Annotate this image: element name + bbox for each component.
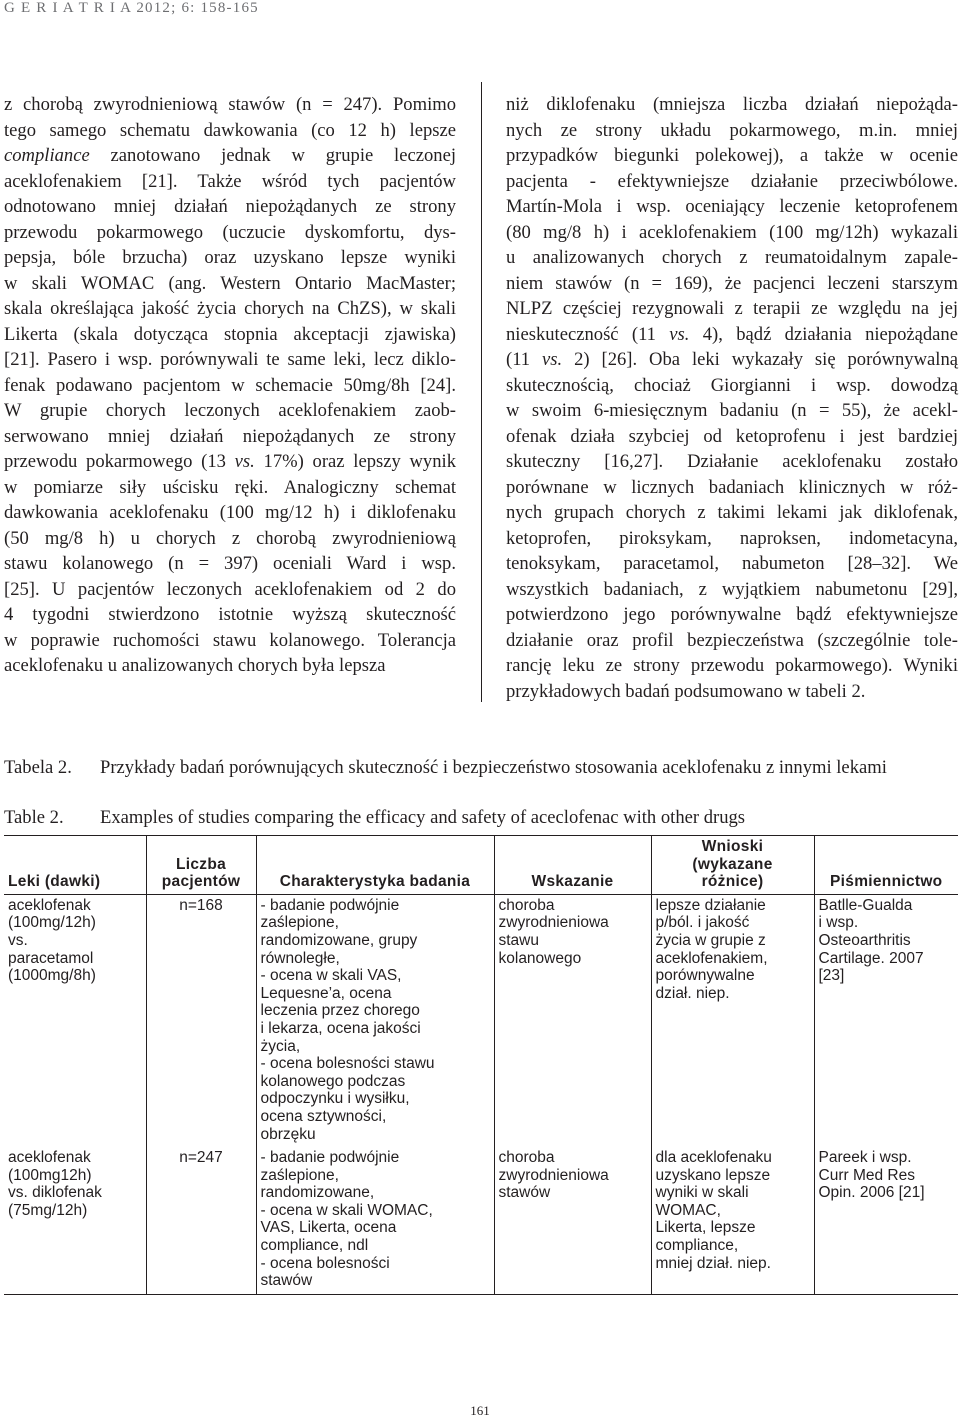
- cell-line: kolanowego podczas: [260, 1072, 406, 1090]
- text-line: skuteczny [16,27]. Działanie aceklofenaku zostało: [506, 451, 958, 472]
- cell-line: zwyrodnieniowa: [498, 914, 609, 932]
- cell-line: Lequesne’a, ocena: [260, 984, 392, 1002]
- text-line: porównane w licznych badaniach klinicznych w róż-: [506, 476, 958, 498]
- cell-line: kolanowego: [498, 949, 582, 967]
- cell-characteristics: [256, 894, 494, 1147]
- left-paragraph: [4, 92, 456, 679]
- cell-line: - badanie podwójnie: [260, 1149, 400, 1167]
- text-line: skala określająca jakość życia chorych na ChZS), w skali: [4, 298, 456, 319]
- text-line: (11 vs. 2) [26]. Oba leki wykazały się porównywalną: [506, 349, 958, 370]
- cell-line: i wsp.: [818, 914, 859, 932]
- cell-line: paracetamol: [8, 949, 94, 967]
- cell-drugs: [4, 894, 146, 1147]
- cell-line: życia w grupie z: [655, 931, 766, 949]
- cell-line: vs. diklofenak: [8, 1184, 102, 1202]
- text-line: nieskuteczność (11 vs. 4), bądź działania niepożądane: [506, 323, 958, 345]
- cell-line: - ocena w skali VAS,: [260, 967, 402, 985]
- cell-line: - ocena bolesności stawu: [260, 1055, 435, 1073]
- text-line: compliance zanotowano jednak w grupie leczonej: [4, 145, 456, 166]
- text-line: Martín-Mola i wsp. oceniający leczenie ketoprofenem: [506, 196, 958, 217]
- text-line: [25]. U pacjentów leczonych aceklofenakiem od 2 do: [4, 578, 456, 600]
- text-line: pacjenta - efektywniejsze działanie przeciwbólowe.: [506, 170, 958, 192]
- text-line: przykładowych badań podsumowano w tabeli 2.: [506, 680, 866, 702]
- cell-line: p/ból. i jakość: [655, 914, 750, 932]
- cell-line: ocena sztywności,: [260, 1107, 387, 1125]
- text-line: nych grupach chorych z takimi lekami jak diklofenak,: [506, 502, 958, 523]
- cell-line: choroba: [498, 1149, 555, 1167]
- text-line: potwierdzono jego porównywalne bądź efektywniejsze: [506, 604, 958, 625]
- cell-line: dział. niep.: [655, 984, 730, 1002]
- cell-indication: [494, 894, 651, 1147]
- cell-line: Likerta, lepsze: [655, 1219, 756, 1237]
- text-line: ofenak działa szybciej od ketoprofenu i jest bardziej: [506, 425, 958, 447]
- text-line: aceklofenakiem [21]. Także wśród tych pacjentów: [4, 170, 456, 192]
- right-paragraph: [506, 92, 958, 704]
- text-line: w pomiarze siły uścisku ręki. Analogiczny schemat: [4, 476, 456, 498]
- text-line: przypadków biegunki polekowej), a także w ocenie: [506, 145, 958, 166]
- cell-line: zaślepione,: [260, 914, 339, 932]
- table-header-row: [4, 836, 958, 895]
- text-line: przewodu pokarmowego (uczucie dyskomfortu, dys-: [4, 221, 456, 243]
- text-line: (50 mg/8 h) u chorych z chorobą zwyrodnieniową: [4, 527, 456, 549]
- text-line: w swoim 6-miesięcznym badaniu (n = 55), że acekl-: [506, 400, 958, 421]
- header-characteristics: Charakterystyka badania: [256, 836, 494, 895]
- comparison-table: [4, 835, 958, 1295]
- cell-line: choroba: [498, 896, 555, 914]
- cell-line: - ocena bolesności: [260, 1254, 390, 1272]
- page-number: 161: [470, 1403, 490, 1418]
- left-text-column: [4, 92, 456, 679]
- cell-line: dla aceklofenaku: [655, 1149, 772, 1167]
- cell-line: mniej dział. niep.: [655, 1254, 771, 1272]
- cell-line: [23]: [818, 967, 845, 985]
- cell-drugs: [4, 1147, 146, 1294]
- text-line: u analizowanych chorych z reumatoidalnym zapale-: [506, 247, 958, 268]
- caption-pl-text: Przykłady badań porównujących skuteczność i bezpieczeństwo stosowania aceklofenaku z innymi lekami: [100, 757, 887, 778]
- cell-patients: n=168: [146, 894, 256, 1147]
- text-line: aceklofenaku u analizowanych chorych była lepsza: [4, 655, 386, 676]
- table-row: [4, 1147, 958, 1294]
- cell-line: compliance, ndl: [260, 1237, 369, 1255]
- cell-line: vs.: [8, 931, 28, 949]
- cell-line: stawu: [498, 931, 539, 949]
- text-line: tenoksykam, paracetamol, nabumeton [28–32]. We: [506, 553, 958, 574]
- header-patients: Liczba pacjentów: [146, 836, 256, 895]
- cell-line: (75mg/12h): [8, 1201, 88, 1219]
- column-divider: [481, 82, 482, 702]
- running-head: G E R I A T R I A 2012; 6: 158-165: [4, 0, 259, 16]
- text-line: działanie oraz profil bezpieczeństwa (szczególnie tole-: [506, 629, 958, 651]
- text-line: stawu kolanowego (n = 397) oceniali Ward i wsp.: [4, 553, 456, 574]
- header-references: Piśmiennictwo: [814, 836, 958, 895]
- caption-pl-label: Tabela 2.: [4, 757, 72, 778]
- cell-line: - ocena w skali WOMAC,: [260, 1201, 433, 1219]
- cell-line: lepsze działanie: [655, 896, 766, 914]
- text-line: serwowano mniej działań niepożądanych ze strony: [4, 425, 456, 447]
- cell-line: (100mg/12h): [8, 914, 96, 932]
- text-line: pepsja, bóle brzucha) oraz uzyskano lepsze wyniki: [4, 247, 456, 268]
- cell-conclusions: [651, 894, 814, 1147]
- text-line: z chorobą zwyrodnieniową stawów (n = 247). Pomimo: [4, 94, 456, 115]
- text-line: nych ze strony układu pokarmowego, m.in. mniej: [506, 119, 958, 141]
- text-line: (80 mg/8 h) i aceklofenakiem (100 mg/12h) wykazali: [506, 221, 958, 243]
- cell-line: Osteoarthritis: [818, 931, 911, 949]
- cell-line: zaślepione,: [260, 1166, 339, 1184]
- text-line: niem stawów (n = 169), że pacjenci leczeni starszym: [506, 272, 958, 294]
- cell-conclusions: [651, 1147, 814, 1294]
- cell-line: leczenia przez chorego: [260, 1002, 420, 1020]
- cell-line: życia,: [260, 1037, 301, 1055]
- text-line: dawkowania aceklofenaku (100 mg/12 h) i diklofenaku: [4, 502, 456, 523]
- text-line: odnotowano mniej działań niepożądanych ze strony: [4, 196, 456, 217]
- cell-line: (1000mg/8h): [8, 967, 96, 985]
- caption-en-label: Table 2.: [4, 807, 64, 828]
- text-line: niż diklofenaku (mniejsza liczba działań niepożąda-: [506, 94, 958, 115]
- cell-line: odpoczynku i wysiłku,: [260, 1090, 410, 1108]
- cell-line: Pareek i wsp.: [818, 1149, 912, 1167]
- cell-characteristics: [256, 1147, 494, 1294]
- text-line: wszystkich badaniach, z wyjątkiem nabumetonu [29],: [506, 578, 958, 600]
- cell-patients: n=247: [146, 1147, 256, 1294]
- cell-line: Opin. 2006 [21]: [818, 1184, 925, 1202]
- cell-line: - badanie podwójnie: [260, 896, 400, 914]
- text-line: W grupie chorych leczonych aceklofenakiem zaob-: [4, 400, 456, 421]
- cell-line: compliance,: [655, 1237, 739, 1255]
- cell-line: stawów: [260, 1272, 313, 1290]
- cell-line: równoległe,: [260, 949, 340, 967]
- cell-indication: [494, 1147, 651, 1294]
- text-line: rancję leku ze strony przewodu pokarmowego). Wyniki: [506, 655, 958, 676]
- cell-line: obrzęku: [260, 1125, 316, 1143]
- text-line: Likerta (skala dotycząca stopnia akceptacji zjawiska): [4, 323, 456, 345]
- cell-line: porównywalne: [655, 967, 755, 985]
- cell-line: Batlle-Gualda: [818, 896, 913, 914]
- cell-line: aceklofenak: [8, 1149, 91, 1167]
- cell-line: (100mg12h): [8, 1166, 92, 1184]
- cell-line: uzyskano lepsze: [655, 1166, 771, 1184]
- header-conclusions: Wnioski (wykazane różnice): [651, 836, 814, 895]
- text-line: ketoprofen, piroksykam, naproksen, indometacyna,: [506, 527, 958, 549]
- cell-line: aceklofenakiem,: [655, 949, 768, 967]
- text-line: tego samego schematu dawkowania (co 12 h) lepsze: [4, 119, 456, 141]
- cell-references: [814, 1147, 958, 1294]
- cell-line: WOMAC,: [655, 1201, 721, 1219]
- cell-line: zwyrodnieniowa: [498, 1166, 609, 1184]
- header-indication: Wskazanie: [494, 836, 651, 895]
- right-text-column: [506, 92, 958, 704]
- text-line: skutecznością, chociaż Giorgianni i wsp. dowodzą: [506, 374, 958, 396]
- text-line: 4 tygodni stwierdzono istotnie wyższą skuteczność: [4, 604, 456, 625]
- text-line: [21]. Pasero i wsp. porównywali te same leki, lecz diklo-: [4, 349, 456, 370]
- text-line: fenak podawano pacjentom w schemacie 50mg/8h [24].: [4, 374, 456, 396]
- cell-line: wyniki w skali: [655, 1184, 749, 1202]
- cell-line: aceklofenak: [8, 896, 91, 914]
- cell-line: Cartilage. 2007: [818, 949, 924, 967]
- cell-line: Curr Med Res: [818, 1166, 915, 1184]
- text-line: przewodu pokarmowego (13 vs. 17%) oraz lepszy wynik: [4, 451, 456, 472]
- header-drugs: Leki (dawki): [4, 836, 146, 895]
- cell-line: randomizowane,: [260, 1184, 375, 1202]
- cell-line: i lekarza, ocena jakości: [260, 1019, 421, 1037]
- cell-line: randomizowane, grupy: [260, 931, 418, 949]
- text-line: w poprawie ruchomości stawu kolanowego. Tolerancja: [4, 629, 456, 651]
- table-row: [4, 894, 958, 1147]
- text-line: w skali WOMAC (ang. Western Ontario MacMaster;: [4, 272, 456, 294]
- caption-en-text: Examples of studies comparing the efficacy and safety of aceclofenac with other drugs: [100, 807, 746, 828]
- cell-references: [814, 894, 958, 1147]
- text-line: NLPZ częściej rezygnowali z terapii ze względu na jej: [506, 298, 958, 319]
- cell-line: stawów: [498, 1184, 551, 1202]
- cell-line: VAS, Likerta, ocena: [260, 1219, 397, 1237]
